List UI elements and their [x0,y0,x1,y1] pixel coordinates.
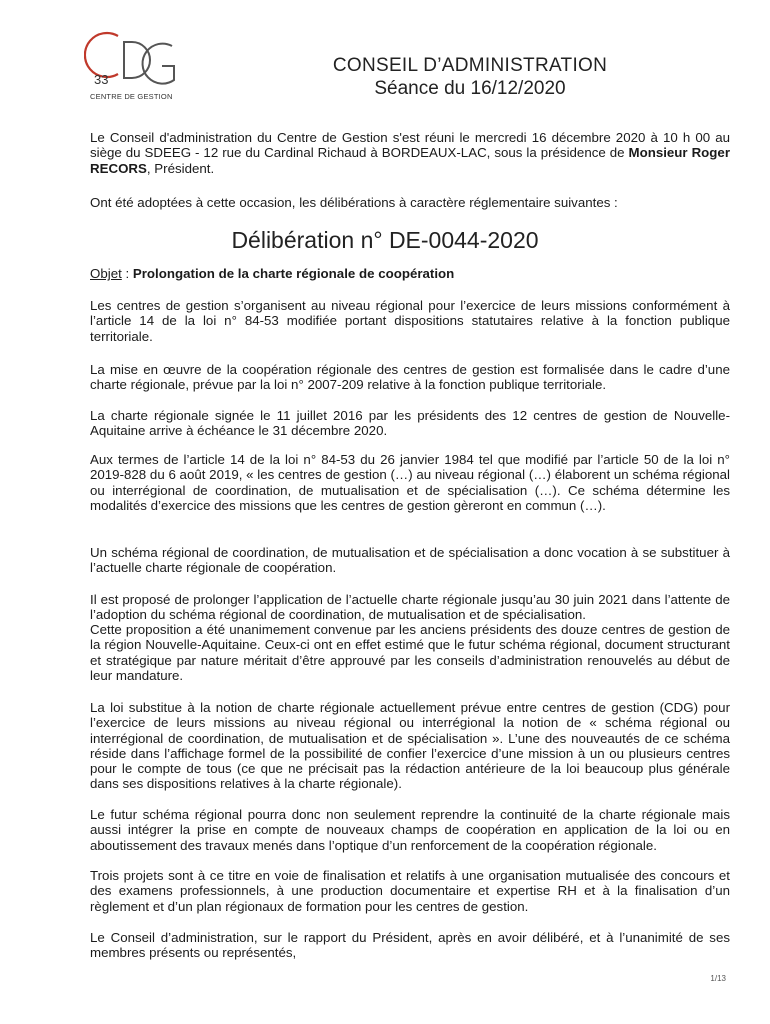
svg-text:33: 33 [94,72,109,87]
page-number: 1/13 [710,974,726,983]
objet-text: Prolongation de la charte régionale de coopération [132,266,455,281]
session-date: Séance du 16/12/2020 [374,78,566,99]
paragraph: La charte régionale signée le 11 juillet 2016 par les présidents des 12 centres de gestion de Nouvelle-Aquitaine arrive à échéance le 31 décembre 2020. [90,408,730,439]
paragraph: Les centres de gestion s’organisent au niveau régional pour l’exercice de leurs missions conformément à l’article 14 de la loi n° 84-53 modifiée portant dispositions statutaires relative à la fonction publique territoriale. [90,298,730,344]
paragraph: Cette proposition a été unanimement convenue par les anciens présidents des douze centres de gestion de la région Nouvelle-Aquitaine. Ceux-ci ont en effet estimé que le futur schéma régional, document structurant et stratégique par nature méritait d’être approuvé par les conseils d’administration renouvelés au début de leur mandature. [90,622,730,683]
logo-subtitle: CENTRE DE GESTION [90,92,173,101]
intro-paragraph: Le Conseil d'administration du Centre de Gestion s'est réuni le mercredi 16 décembre 2020 à 10 h 00 au siège du SDEEG - 12 rue du Cardinal Richaud à BORDEAUX-LAC, sous la présidence de Monsieur Roger RECORS, Président. [90,130,730,176]
paragraph: Le Conseil d’administration, sur le rapport du Président, après en avoir délibéré, et à l’unanimité de ses membres présents ou représentés, [90,930,730,961]
paragraph: Un schéma régional de coordination, de mutualisation et de spécialisation a donc vocation à se substituer à l’actuelle charte régionale de coopération. [90,545,730,576]
president-name: Monsieur Roger RECORS [90,145,730,176]
adopted-line: Ont été adoptées à cette occasion, les délibérations à caractère réglementaire suivantes : [90,195,618,210]
objet-line: Objet : Prolongation de la charte régionale de coopération [90,266,455,281]
paragraph: Trois projets sont à ce titre en voie de finalisation et relatifs à une organisation mutualisée des concours et des examens professionnels, à une production documentaire et expertise RH et à la finalisation d’un règlement et d’un plan régionaux de formation pour les centres de gestion. [90,868,730,914]
paragraph: La loi substitue à la notion de charte régionale actuellement prévue entre centres de gestion (CDG) pour l’exercice de leurs missions au niveau régional ou interrégional la notion de « schéma régional ou interrégional de coordination, de mutualisation et de spécialisation ». L’une des nouveautés de ce schéma réside dans l’affichage formel de la possibilité de confier l’exercice d’une mission à un ou plusieurs centres pour le compte de tous (ce que ne précisait pas la rédaction antérieure de la loi beaucoup plus générale dans ses dispositions relatives à la charte régionale). [90,700,730,792]
deliberation-title: Délibération n° DE-0044-2020 [231,227,539,253]
paragraph: Il est proposé de prolonger l’application de l’actuelle charte régionale jusqu’au 30 juin 2021 dans l’attente de l’adoption du schéma régional de coordination, de mutualisation et de spécialisation. [90,592,730,623]
paragraph: La mise en œuvre de la coopération régionale des centres de gestion est formalisée dans le cadre d’une charte régionale, prévue par la loi n° 2007-209 relative à la fonction publique territoriale. [90,362,730,393]
objet-label: Objet [90,266,122,281]
paragraph: Le futur schéma régional pourra donc non seulement reprendre la continuité de la charte régionale mais aussi intégrer la prise en compte de nouveaux champs de coopération en application de la loi ou en aboutissement des travaux menés dans l’optique d’un renforcement de la coopération régionale. [90,807,730,853]
page-title: CONSEIL D’ADMINISTRATION [332,55,608,76]
paragraph: Aux termes de l’article 14 de la loi n° 84-53 du 26 janvier 1984 tel que modifié par l’article 50 de la loi n° 2019-828 du 6 août 2019, « les centres de gestion (…) au niveau régional (…) élaborent un schéma régional ou interrégional de coordination, de mutualisation et de spécialisation (…). Ce schéma détermine les modalités d’exercice des missions que les centres de gestion gèreront en commun (…). [90,452,730,513]
